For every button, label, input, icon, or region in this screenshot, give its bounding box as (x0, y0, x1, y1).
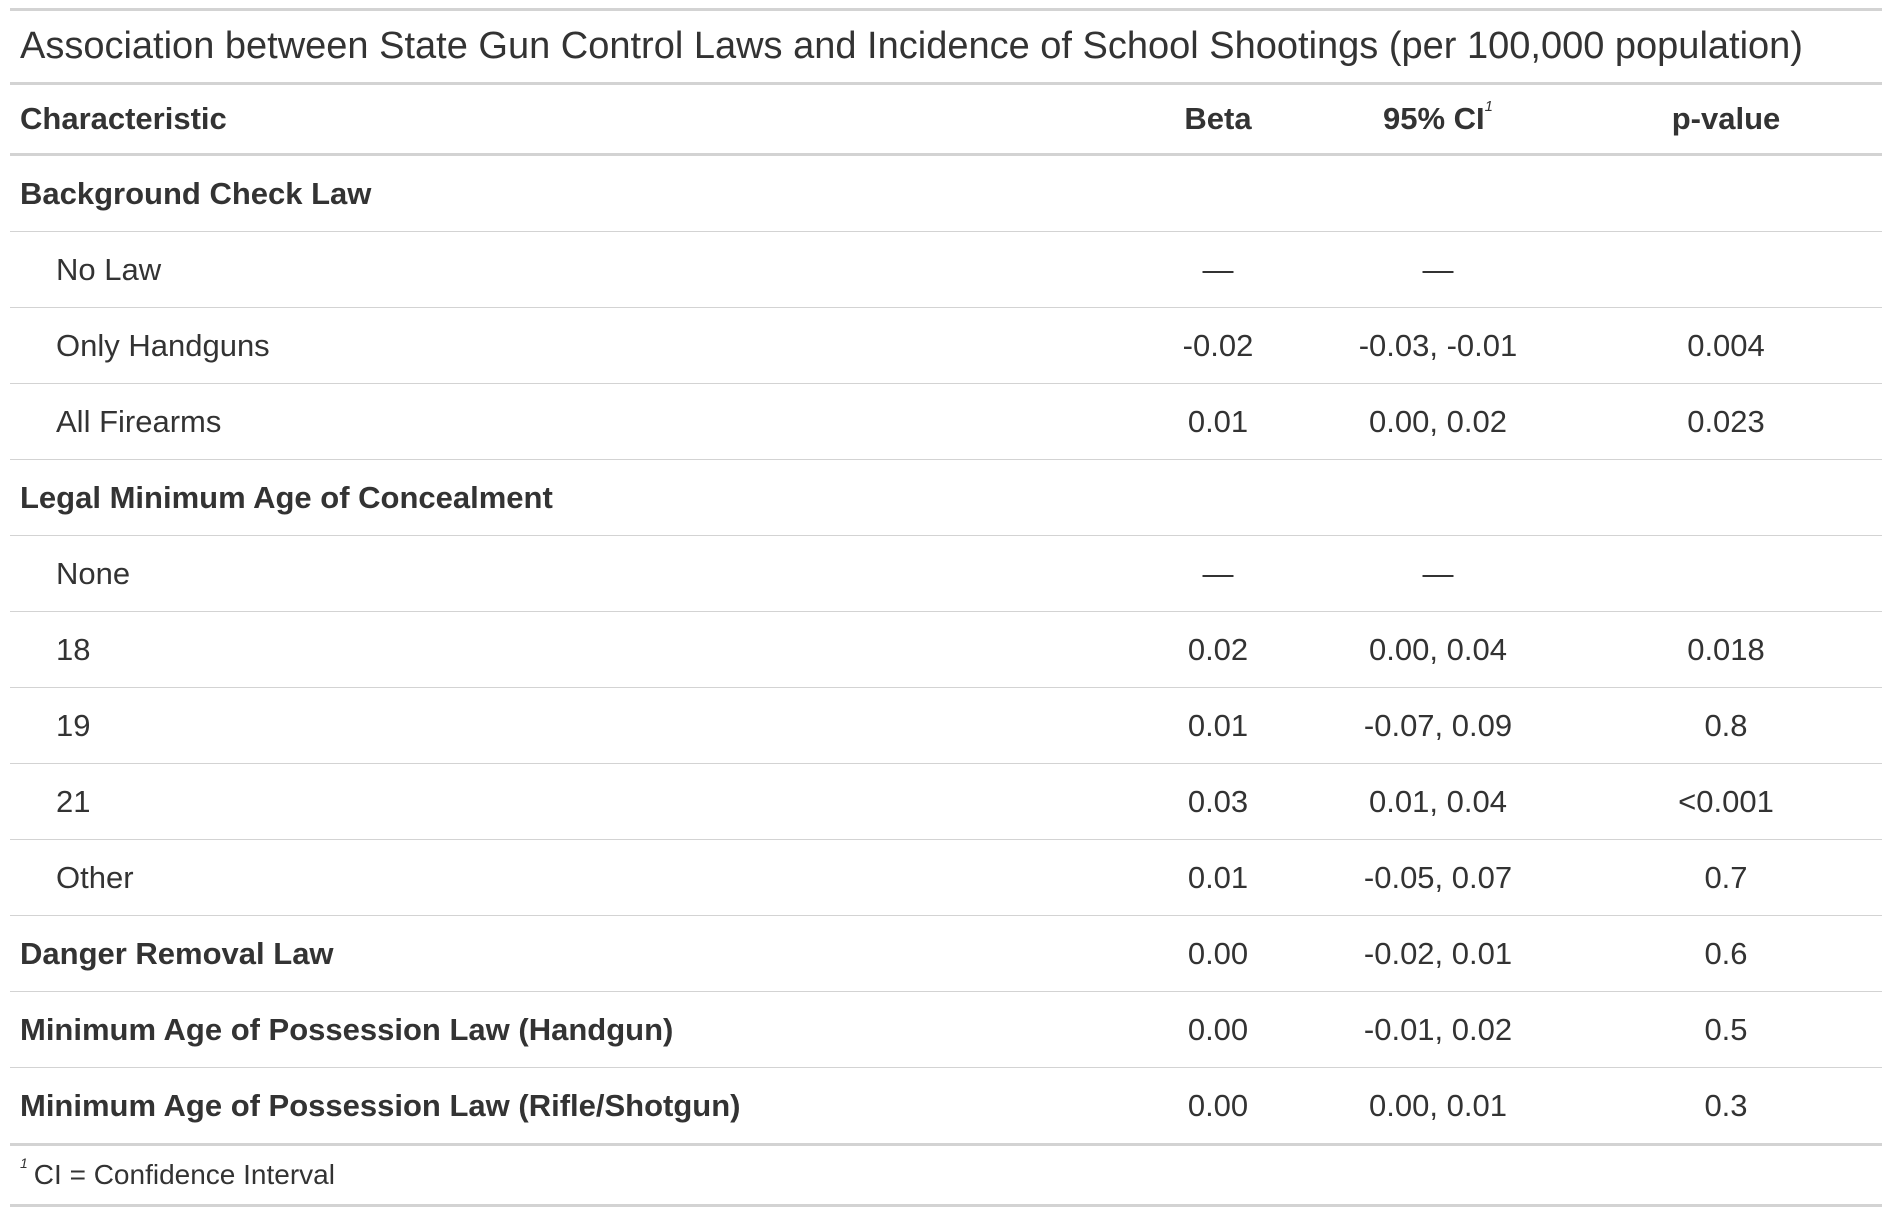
beta-cell: -0.02 (1130, 308, 1306, 384)
table-row (10, 688, 1882, 764)
beta-cell: — (1130, 536, 1306, 612)
column-header-ci: 95% CI$^1$ (1306, 85, 1570, 155)
regression-table (10, 8, 1882, 1207)
p-value-cell: 0.023 (1570, 384, 1882, 460)
beta-cell: 0.01 (1130, 384, 1306, 460)
ci-footnote-mark: 1 (1484, 98, 1493, 115)
beta-cell: 0.00 (1130, 992, 1306, 1068)
beta-cell (1130, 155, 1306, 232)
p-value-cell (1570, 536, 1882, 612)
table-row (10, 1068, 1882, 1145)
beta-cell: 0.00 (1130, 916, 1306, 992)
ci-cell: -0.01, 0.02 (1306, 992, 1570, 1068)
ci-cell: — (1306, 536, 1570, 612)
ci-cell: -0.05, 0.07 (1306, 840, 1570, 916)
beta-cell: — (1130, 232, 1306, 308)
table-row (10, 992, 1882, 1068)
p-value-cell: 0.004 (1570, 308, 1882, 384)
ci-cell: -0.03, -0.01 (1306, 308, 1570, 384)
table-row (10, 155, 1882, 232)
column-header-beta: Beta (1130, 85, 1306, 155)
row-label: Legal Minimum Age of Concealment (10, 460, 1130, 536)
p-value-cell: <0.001 (1570, 764, 1882, 840)
row-label: 21 (10, 764, 1130, 840)
table-footnote (10, 1146, 1882, 1207)
p-value-cell: 0.8 (1570, 688, 1882, 764)
row-label: No Law (10, 232, 1130, 308)
header-row (10, 85, 1882, 155)
ci-cell: 0.01, 0.04 (1306, 764, 1570, 840)
footnote-mark: 1 (20, 1155, 28, 1171)
row-label: Background Check Law (10, 155, 1130, 232)
ci-cell (1306, 155, 1570, 232)
row-label: Danger Removal Law (10, 916, 1130, 992)
p-value-cell: 0.3 (1570, 1068, 1882, 1145)
beta-cell (1130, 460, 1306, 536)
table-row (10, 612, 1882, 688)
ci-cell: -0.07, 0.09 (1306, 688, 1570, 764)
table-body (10, 155, 1882, 1145)
beta-cell: 0.03 (1130, 764, 1306, 840)
ci-cell (1306, 460, 1570, 536)
ci-cell: 0.00, 0.02 (1306, 384, 1570, 460)
row-label: None (10, 536, 1130, 612)
beta-cell: 0.01 (1130, 840, 1306, 916)
ci-cell: — (1306, 232, 1570, 308)
beta-cell: 0.01 (1130, 688, 1306, 764)
results-table (10, 85, 1882, 1146)
row-label: All Firearms (10, 384, 1130, 460)
table-row (10, 764, 1882, 840)
footnote-text: CI = Confidence Interval (33, 1159, 335, 1190)
row-label: 18 (10, 612, 1130, 688)
p-value-cell: 0.5 (1570, 992, 1882, 1068)
row-label: Only Handguns (10, 308, 1130, 384)
table-row (10, 916, 1882, 992)
p-value-cell (1570, 155, 1882, 232)
p-value-cell: 0.7 (1570, 840, 1882, 916)
table-row (10, 840, 1882, 916)
ci-cell: 0.00, 0.01 (1306, 1068, 1570, 1145)
ci-cell: 0.00, 0.04 (1306, 612, 1570, 688)
beta-cell: 0.00 (1130, 1068, 1306, 1145)
row-label: Minimum Age of Possession Law (Rifle/Shotgun) (10, 1068, 1130, 1145)
p-value-cell (1570, 232, 1882, 308)
beta-cell: 0.02 (1130, 612, 1306, 688)
p-value-cell (1570, 460, 1882, 536)
table-row (10, 460, 1882, 536)
table-row (10, 308, 1882, 384)
row-label: Other (10, 840, 1130, 916)
p-value-cell: 0.6 (1570, 916, 1882, 992)
table-row (10, 384, 1882, 460)
ci-cell: -0.02, 0.01 (1306, 916, 1570, 992)
row-label: 19 (10, 688, 1130, 764)
table-title: Association between State Gun Control Laws and Incidence of School Shootings (per 100,000 population) (10, 11, 1882, 85)
p-value-cell: 0.018 (1570, 612, 1882, 688)
table-row (10, 232, 1882, 308)
table-row (10, 536, 1882, 612)
column-header-p-value: p-value (1570, 85, 1882, 155)
row-label: Minimum Age of Possession Law (Handgun) (10, 992, 1130, 1068)
column-header-characteristic: Characteristic (10, 85, 1130, 155)
